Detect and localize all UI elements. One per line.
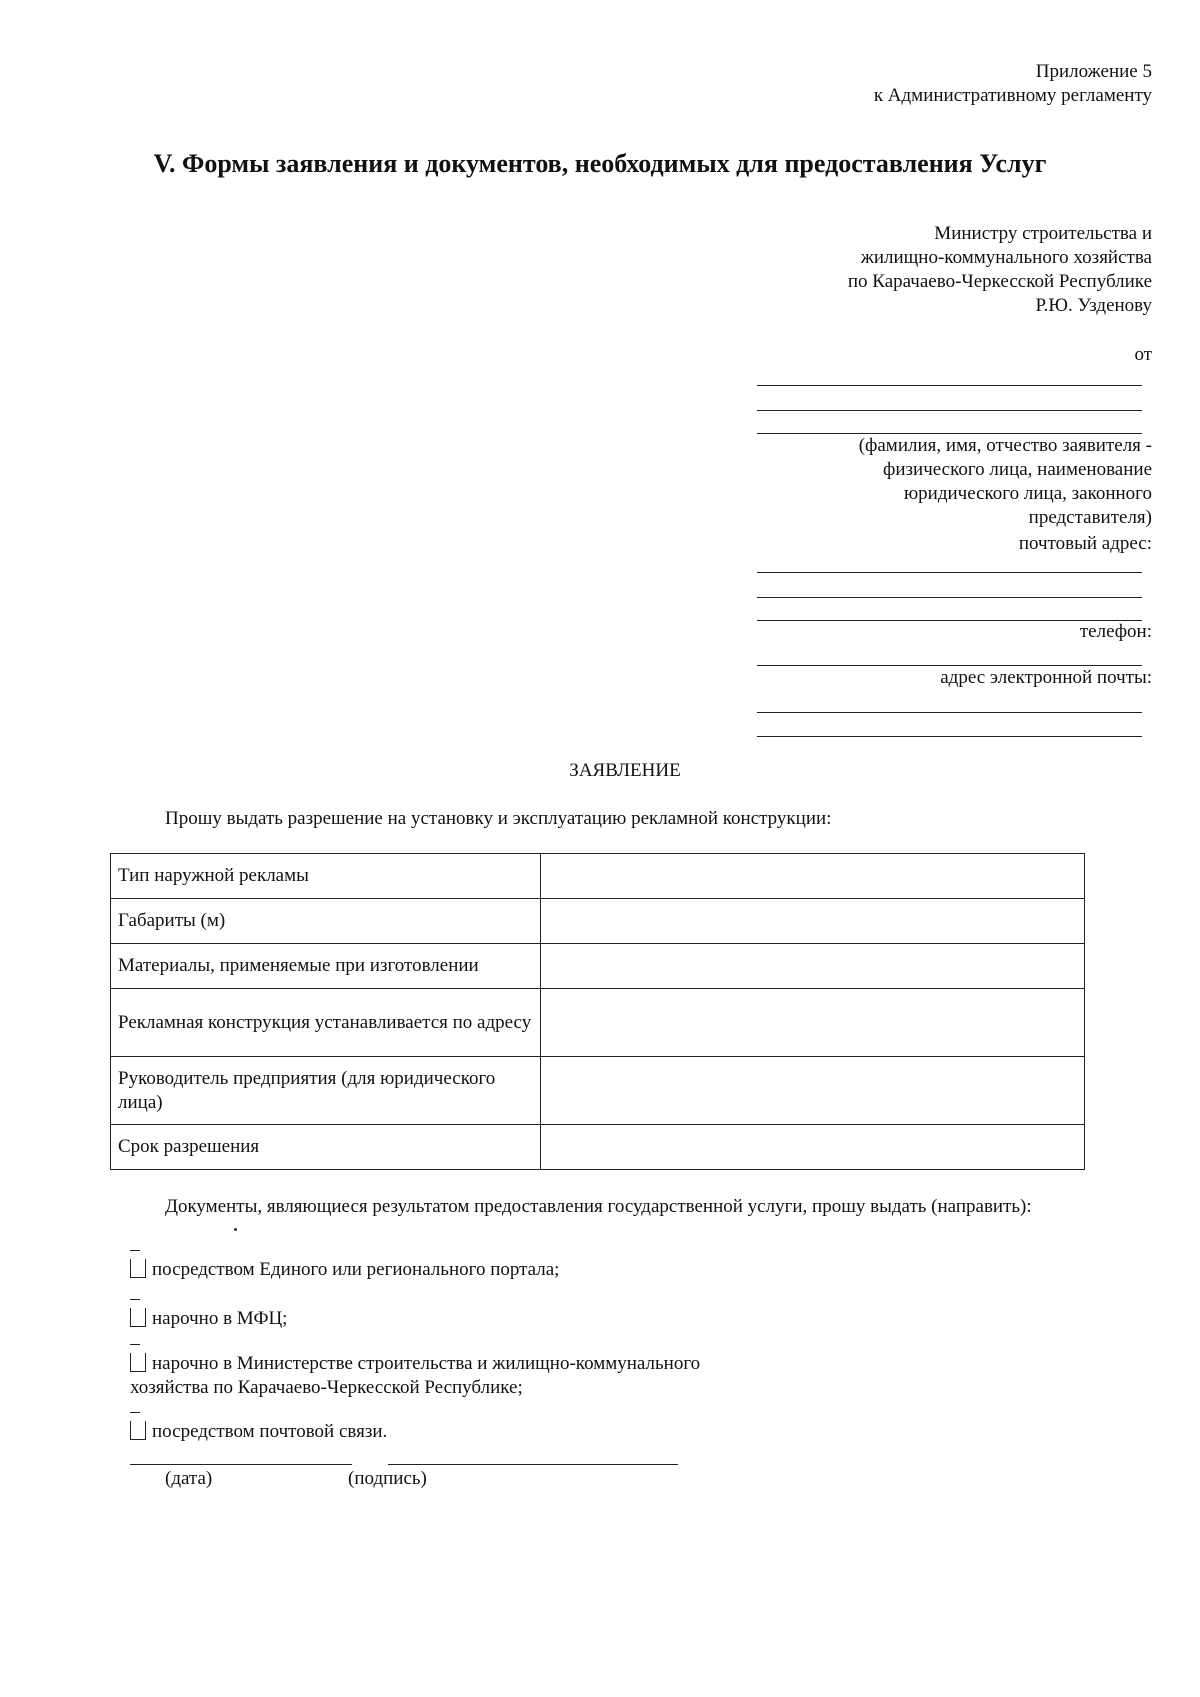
row-value-dimensions[interactable] <box>541 899 1085 944</box>
table-row <box>111 899 1085 944</box>
checkbox-icon[interactable] <box>130 1308 146 1327</box>
row-value-address[interactable] <box>541 989 1085 1057</box>
checkbox-icon[interactable] <box>130 1421 146 1440</box>
row-value-permit-term[interactable] <box>541 1125 1085 1170</box>
postal-address-line-1[interactable] <box>757 572 1142 573</box>
table-row <box>111 989 1085 1057</box>
addressee-line-2: жилищно-коммунального хозяйства <box>860 247 1152 268</box>
table-row <box>111 1125 1085 1170</box>
request-text: Прошу выдать разрешение на установку и эксплуатацию рекламной конструкции: <box>165 808 832 829</box>
addressee-block <box>652 222 1152 318</box>
postal-address-line-2[interactable] <box>757 597 1142 598</box>
applicant-note-line-2: физического лица, наименование <box>883 459 1152 480</box>
option-label: посредством почтовой связи. <box>152 1421 388 1442</box>
row-value-ad-type[interactable] <box>541 854 1085 899</box>
appendix-line-2: к Административному регламенту <box>873 85 1152 106</box>
option-label: посредством Единого или регионального портала; <box>152 1259 560 1280</box>
delivery-option-portal[interactable] <box>130 1258 830 1282</box>
applicant-name-line-1[interactable] <box>757 385 1142 386</box>
row-label-permit-term: Срок разрешения <box>111 1125 541 1170</box>
checkbox-icon[interactable] <box>130 1353 146 1372</box>
option-label: нарочно в Министерстве строительства и жилищно-коммунального <box>152 1353 701 1374</box>
advertising-structure-table <box>110 853 1085 1170</box>
documents-delivery-text: Документы, являющиеся результатом предоставления государственной услуги, прошу выдать (направить): <box>165 1196 1032 1217</box>
date-line[interactable] <box>130 1464 352 1465</box>
row-label-ad-type: Тип наружной рекламы <box>111 854 541 899</box>
checkbox-icon[interactable] <box>130 1259 146 1278</box>
addressee-line-4: Р.Ю. Узденову <box>1035 295 1152 316</box>
applicant-note-line-3: юридического лица, законного <box>903 483 1152 504</box>
delivery-option-ministry[interactable] <box>130 1352 830 1400</box>
row-value-manager[interactable] <box>541 1057 1085 1125</box>
applicant-name-line-2[interactable] <box>757 410 1142 411</box>
phone-label: телефон: <box>1079 621 1152 642</box>
applicant-note-line-1: (фамилия, имя, отчество заявителя - <box>858 435 1152 456</box>
row-label-dimensions: Габариты (м) <box>111 899 541 944</box>
signature-line[interactable] <box>388 1464 678 1465</box>
email-label: адрес электронной почты: <box>940 667 1152 688</box>
row-value-materials[interactable] <box>541 944 1085 989</box>
table-row <box>111 944 1085 989</box>
statement-heading: ЗАЯВЛЕНИЕ <box>569 760 681 781</box>
email-line-2[interactable] <box>757 736 1142 737</box>
delivery-option-mfc[interactable] <box>130 1307 830 1331</box>
table-row <box>111 854 1085 899</box>
signature-label: (подпись) <box>348 1468 427 1489</box>
row-label-materials: Материалы, применяемые при изготовлении <box>111 944 541 989</box>
email-line-1[interactable] <box>757 712 1142 713</box>
postal-address-label: почтовый адрес: <box>1018 533 1152 554</box>
row-label-manager: Руководитель предприятия (для юридического лица) <box>111 1057 541 1125</box>
option-label-continued: хозяйства по Карачаево-Черкесской Республике; <box>130 1377 523 1398</box>
from-label: от <box>1134 344 1152 365</box>
appendix-line-1: Приложение 5 <box>1035 61 1152 82</box>
applicant-note <box>812 434 1152 530</box>
date-label: (дата) <box>165 1468 213 1489</box>
appendix-reference <box>652 60 1152 108</box>
applicant-note-line-4: представителя) <box>1028 507 1152 528</box>
delivery-option-post[interactable] <box>130 1420 830 1444</box>
page-title: V. Формы заявления и документов, необходимых для предоставления Услуг <box>153 149 1047 178</box>
row-label-address: Рекламная конструкция устанавливается по адресу <box>111 989 541 1057</box>
stray-dot <box>234 1228 237 1231</box>
table-row <box>111 1057 1085 1125</box>
option-label: нарочно в МФЦ; <box>152 1308 288 1329</box>
addressee-line-3: по Карачаево-Черкесской Республике <box>847 271 1152 292</box>
addressee-line-1: Министру строительства и <box>934 223 1152 244</box>
